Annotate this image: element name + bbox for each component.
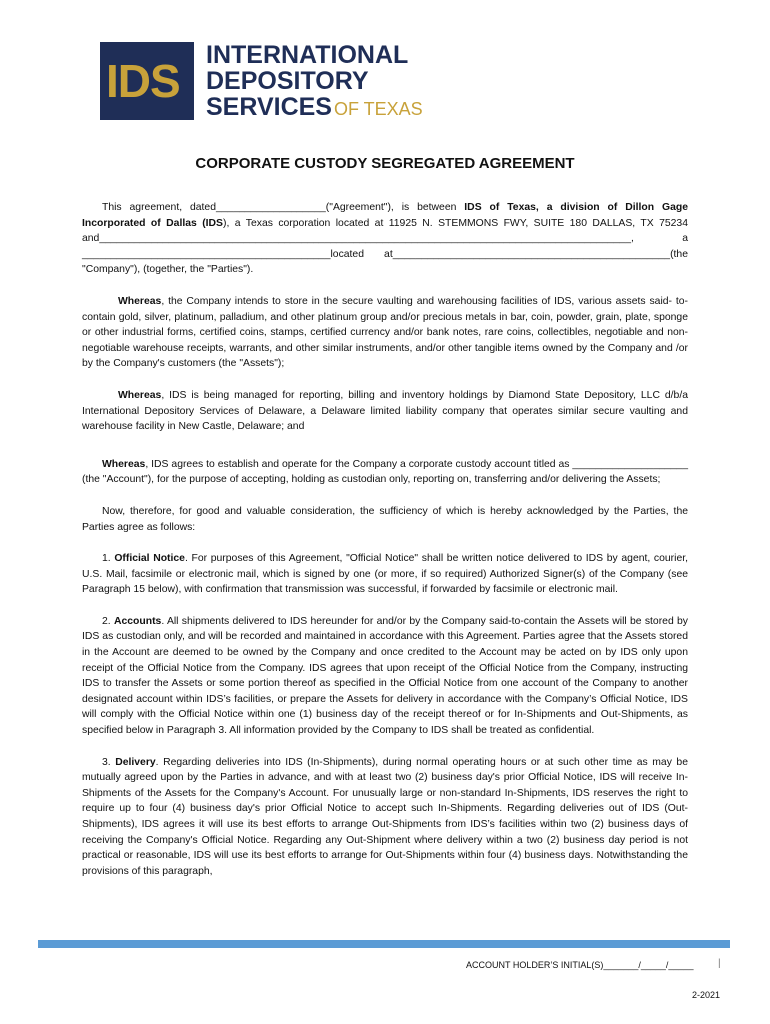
whereas-1-text: , the Company intends to store in the secure vaulting and warehousing facilities of IDS, various assets said- to-contain gold, silver, platinum, palladium, and other platinum group and/or precious metals in bar, coin, powder, grain, plate, sponge or other industrial forms, certified coins, stamps, certified currency and/or bank notes, rare coins, collectibles, negotiable and non-negotiable warehouse receipts, warrants, and other similar instruments, and/or other tangible items owned by the Company and /or by the Company's customers (the "Assets"); bbox=[82, 295, 688, 370]
section-1-number: 1. bbox=[102, 553, 111, 565]
whereas-paragraph-2 bbox=[82, 388, 688, 435]
whereas-3-label: Whereas bbox=[102, 458, 146, 470]
section-3-text: . Regarding deliveries into IDS (In-Shipments), during normal operating hours or at such other time as may be mutually agreed upon by the Parties in advance, and with at least two (2) business day's prior Official Notice, IDS will receive In-Shipments of the Assets for the Company's Account. For unusually large or non-standard In-Shipments, IDS reserves the right to require up to four (4) business day's prior Official Notice to accept such In-Shipments. Regarding deliveries out of IDS (Out-Shipments), IDS agrees it will use its best efforts to arrange Out-Shipments from IDS’s facilities within two (2) business days of receiving the Company's Official Notice. Regarding any Out-Shipment where delivery within a two (2) business day period is not practical or reasonable, IDS will use its best efforts to arrange for Out-Shipments within four (4) business days. Notwithstanding the provisions of this paragraph, bbox=[82, 756, 688, 877]
intro-text-a: This agreement, dated___________________("Agreement"), is between bbox=[102, 202, 465, 213]
section-1-text: . For purposes of this Agreement, "Official Notice" shall be written notice delivered to IDS by agent, courier, U.S. Mail, facsimile or electronic mail, which is signed by one (or more, if so required) Authorized Signer(s) of the Company (see Paragraph 15 below), with confirmation that transmission was successful, if forwarded by facsimile or electronic mail. bbox=[82, 553, 688, 596]
logo-line-2: DEPOSITORY bbox=[206, 67, 369, 95]
logo-line-3-sub: OF TEXAS bbox=[333, 99, 423, 119]
section-1-heading: Official Notice bbox=[114, 553, 185, 565]
whereas-2-text: , IDS is being managed for reporting, billing and inventory holdings by Diamond State Depository, LLC d/b/a International Depository Services of Delaware, a Delaware limited liability company that operates similar secure vaulting and warehouse facility in New Castle, Delaware; and bbox=[82, 389, 688, 433]
footer-pipe: | bbox=[718, 958, 721, 969]
whereas-paragraph-1 bbox=[82, 294, 688, 372]
whereas-1-label: Whereas bbox=[118, 295, 162, 307]
logo-mark-text: IDS bbox=[106, 55, 180, 107]
section-2-text: . All shipments delivered to IDS hereunder for and/or by the Company said-to-contain the Assets will be stored by IDS as custodian only, and will be recorded and maintained in accordance with this Agreement. Parties agree that the Assets stored in the Account are deemed to be owned by the Company and once credited to the Account may be acted on by IDS only upon receipt of the Official Notice from the Company. IDS agrees that upon receipt of the Official Notice from the Company, instructing IDS to transfer the Assets or some portion thereof as specified in the Official Notice from one account of the Company to another designated account within IDS’s facilities, or prepare the Assets for delivery in accordance with the Company’s Official Notice, IDS will comply with the Official Notice within one (1) business day of the receipt thereof or for In-Shipments and Out-Shipments, as specified below in Paragraph 3. All information provided by the Company to IDS shall be treated as confidential. bbox=[82, 615, 689, 737]
now-therefore-paragraph: Now, therefore, for good and valuable consideration, the sufficiency of which is hereby acknowledged by the Parties, the Parties agree as follows: bbox=[82, 505, 688, 533]
whereas-paragraph-3 bbox=[82, 457, 688, 488]
logo-line-1: INTERNATIONAL bbox=[206, 41, 409, 69]
section-3-delivery bbox=[82, 755, 688, 880]
document-body bbox=[82, 200, 688, 895]
document-version-date: 2-2021 bbox=[692, 990, 721, 1000]
intro-text-c: ), a Texas corporation located at 11925 N. STEMMONS FWY, SUITE 180 DALLAS, TX 75234 and____________________________________________________________________________________________, a ___________________________________________located at________________________________________________(the "Company"), (together, the "Parties"). bbox=[82, 217, 688, 276]
intro-paragraph bbox=[82, 200, 688, 278]
ids-logo-mark bbox=[100, 42, 194, 120]
ids-logo bbox=[100, 42, 430, 124]
whereas-2-label: Whereas bbox=[118, 389, 162, 401]
logo-line-3 bbox=[206, 94, 423, 122]
section-3-number: 3. bbox=[102, 756, 111, 768]
logo-line-3-main: SERVICES bbox=[206, 93, 332, 121]
whereas-3-text: , IDS agrees to establish and operate for the Company a corporate custody account titled as ____________________ (the "Account"), for the purpose of accepting, holding as custodian only, reporting on, transferring and/or delivering the Assets; bbox=[82, 458, 688, 486]
section-2-heading: Accounts bbox=[113, 615, 162, 627]
intro-party-name: IDS of Texas, a division of Dillon Gage Incorporated of Dallas (IDS bbox=[82, 202, 688, 229]
account-holder-initials: ACCOUNT HOLDER’S INITIAL(S)_______/_____/_____ bbox=[466, 960, 694, 970]
section-2-accounts bbox=[82, 614, 688, 739]
section-2-number: 2. bbox=[102, 615, 111, 627]
document-title: CORPORATE CUSTODY SEGREGATED AGREEMENT bbox=[195, 155, 575, 172]
section-1-official-notice bbox=[82, 551, 688, 598]
section-3-heading: Delivery bbox=[115, 756, 156, 768]
footer-divider bbox=[38, 940, 730, 948]
